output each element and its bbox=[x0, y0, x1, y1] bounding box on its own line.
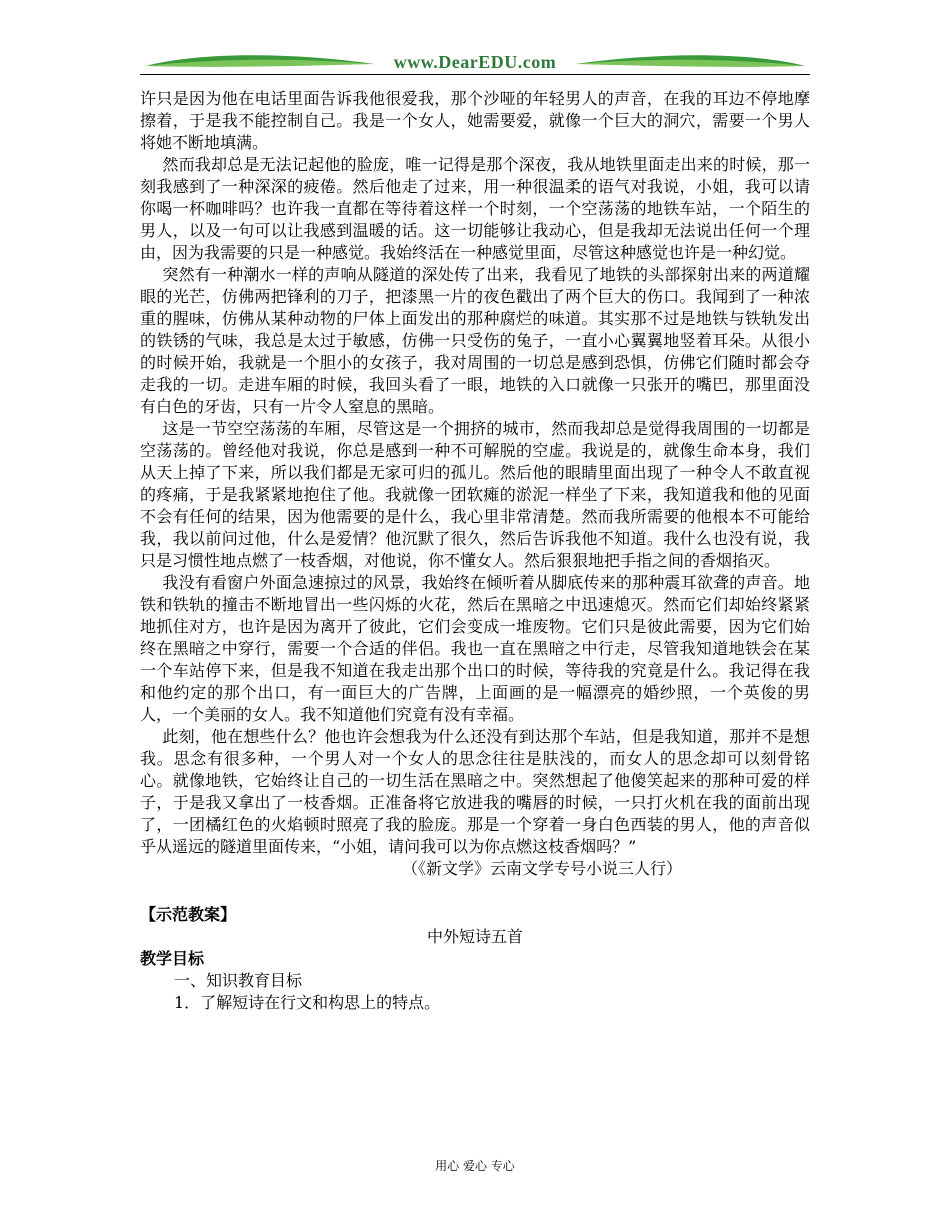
paragraph: 许只是因为他在电话里面告诉我他很爱我，那个沙哑的年轻男人的声音，在我的耳边不停地摩擦着，于是我不能控制自己。我是一个女人，她需要爱，就像一个巨大的洞穴，需要一个男人将她不断地填满。 bbox=[140, 89, 810, 152]
lesson-title: 中外短诗五首 bbox=[426, 927, 523, 946]
source-citation: （《新文学》云南文学专号小说三人行） bbox=[401, 859, 682, 878]
site-header bbox=[140, 44, 810, 78]
objective-subitem: 1．了解短诗在行文和构思上的特点。 bbox=[174, 993, 441, 1012]
page-footer: 用心 爱心 专心 bbox=[435, 1159, 515, 1173]
objectives-heading: 教学目标 bbox=[140, 949, 205, 968]
paragraph: 这是一节空空荡荡的车厢，尽管这是一个拥挤的城市，然而我却总是觉得我周围的一切都是空荡荡的。曾经他对我说，你总是感到一种不可解脱的空虚。我说是的，就像生命本身，我们从天上掉了下来，所以我们都是无家可归的孤儿。然后他的眼睛里面出现了一种令人不敢直视的疼痛，于是我紧紧地抱住了他。我就像一团软瘫的淤泥一样坐了下来，我知道我和他的见面不会有任何的结果，因为他需要的是什么，我心里非常清楚。然而我所需要的他根本不可能给我，我以前问过他，什么是爱情？他沉默了很久，然后告诉我他不知道。我什么也没有说，我只是习惯性地点燃了一枝香烟，对他说，你不懂女人。然后狠狠地把手指之间的香烟掐灭。 bbox=[140, 419, 810, 570]
objective-item: 一、知识教育目标 bbox=[174, 971, 303, 990]
paragraph: 突然有一种潮水一样的声响从隧道的深处传了出来，我看见了地铁的头部探射出来的两道耀眼的光芒，仿佛两把锋利的刀子，把漆黑一片的夜色戳出了两个巨大的伤口。我闻到了一种浓重的腥味，仿佛从某种动物的尸体上面发出的那种腐烂的味道。其实那不过是地铁与铁轨发出的铁锈的气味，我总是太过于敏感，仿佛一只受伤的兔子，一直小心翼翼地竖着耳朵。从很小的时候开始，我就是一个胆小的女孩子，我对周围的一切总是感到恐惧，仿佛它们随时都会夺走我的一切。走进车厢的时候，我回头看了一眼，地铁的入口就像一只张开的嘴巴，那里面没有白色的牙齿，只有一片令人窒息的黑暗。 bbox=[140, 265, 810, 416]
paragraph: 我没有看窗户外面急速掠过的风景，我始终在倾听着从脚底传来的那种震耳欲聋的声音。地铁和铁轨的撞击不断地冒出一些闪烁的火花，然后在黑暗之中迅速熄灭。然而它们却始终紧紧地抓住对方，也许是因为离开了彼此，它们会变成一堆废物。它们只是彼此需要，因为它们始终在黑暗之中穿行，需要一个合适的伴侣。我也一直在黑暗之中行走，尽管我知道地铁会在某一个车站停下来，但是我不知道在我走出那个出口的时候，等待我的究竟是什么。我记得在我和他约定的那个出口，有一面巨大的广告牌，上面画的是一幅漂亮的婚纱照，一个英俊的男人，一个美丽的女人。我不知道他们究竟有没有幸福。 bbox=[140, 573, 810, 724]
section-label: 【示范教案】 bbox=[140, 905, 237, 924]
header-divider bbox=[140, 74, 810, 75]
site-logo-text: www.DearEDU.com bbox=[393, 52, 557, 72]
paragraph: 然而我却总是无法记起他的脸庞，唯一记得是那个深夜，我从地铁里面走出来的时候，那一刻我感到了一种深深的疲倦。然后他走了过来，用一种很温柔的语气对我说，小姐，我可以请你喝一杯咖啡吗？也许我一直都在等待着这样一个时刻，一个空荡荡的地铁车站，一个陌生的男人，以及一句可以让我感到温暖的话。这一切能够让我动心，但是我却无法说出任何一个理由，因为我需要的只是一种感觉。我始终活在一种感觉里面，尽管这种感觉也许是一种幻觉。 bbox=[140, 155, 810, 262]
paragraph: 此刻，他在想些什么？他也许会想我为什么还没有到达那个车站，但是我知道，那并不是想我。思念有很多种，一个男人对一个女人的思念往往是肤浅的，而女人的思念却可以刻骨铭心。就像地铁，它始终让自己的一切生活在黑暗之中。突然想起了他傻笑起来的那种可爱的样子，于是我又拿出了一枝香烟。正准备将它放进我的嘴唇的时候，一只打火机在我的面前出现了，一团橘红色的火焰顿时照亮了我的脸庞。那是一个穿着一身白色西装的男人，他的声音似乎从遥远的隧道里面传来，“小姐，请问我可以为你点燃这枝香烟吗？” bbox=[140, 727, 810, 856]
article-body bbox=[140, 88, 810, 1014]
section-spacer bbox=[140, 880, 810, 904]
